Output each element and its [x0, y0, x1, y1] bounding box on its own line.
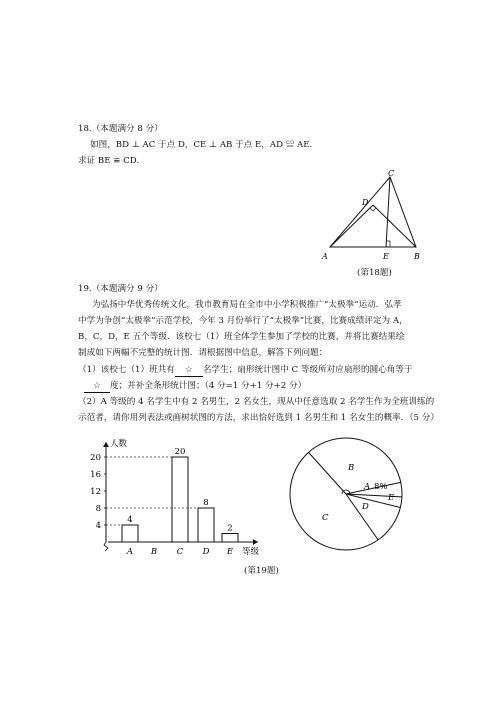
- x-tick-label-E: E: [226, 547, 234, 557]
- bar-value-label-D: 8: [203, 498, 209, 508]
- x-axis-label: 等级: [242, 547, 260, 557]
- label-b: B: [414, 252, 420, 261]
- pie-slice-label-D: D: [362, 502, 369, 512]
- q18-line1: 如图，BD ⊥ AC 于点 D，CE ⊥ AB 于点 E，AD ≌ AE．: [90, 140, 319, 150]
- bar-A: [122, 525, 138, 542]
- bar-value-label-E: 2: [227, 523, 233, 534]
- answer-blank-angle[interactable]: ☆: [84, 381, 110, 393]
- x-axis-arrow: [253, 539, 258, 545]
- bar-C: [172, 457, 188, 542]
- y-tick-label-8: 8: [95, 504, 101, 514]
- axis-break: [104, 542, 108, 551]
- x-tick-label-B: B: [150, 547, 158, 557]
- q19-caption: (第19题): [244, 566, 279, 576]
- y-tick-label-16: 16: [90, 470, 101, 480]
- right-angle-mark-d: [370, 208, 376, 211]
- y-axis-arrow: [103, 442, 109, 447]
- q19-sub2-line2: 示范者，请你用列表法或画树状图的方法，求出恰好选到 1 名男生和 1 名女生的概率．（5 分）: [78, 413, 439, 423]
- pie-chart: [284, 432, 424, 558]
- q19-sub1-text-c: 度；并补全条形统计图；（4 分=1 分+1 分+2 分）: [110, 381, 307, 391]
- answer-blank-student-count[interactable]: ☆: [175, 365, 203, 377]
- label-e: E: [383, 252, 389, 261]
- q19-sub1-line2: [84, 381, 306, 393]
- x-tick-label-D: D: [202, 547, 210, 557]
- label-c: C: [388, 169, 395, 178]
- pie-slice-label-A: A: [364, 482, 371, 492]
- x-tick-label-C: C: [176, 547, 184, 557]
- y-axis-label: 人数: [110, 439, 128, 449]
- q19-para-line2: 中学为争创“太极拳”示范学校，今年 3 月份举行了“太极拳”比赛，比赛成绩评定为 A，: [78, 316, 408, 326]
- label-a: A: [322, 252, 328, 261]
- bar-value-label-A: 4: [127, 515, 133, 525]
- segment-ad: [330, 205, 373, 247]
- q19-sub1-text-b: 名学生；扇形统计图中 C 等级所对应扇形的圆心角等于: [202, 365, 413, 375]
- q19-para-line4: 制成如下两幅不完整的统计图．请根据图中信息，解答下列问题：: [78, 348, 328, 358]
- bar-D: [198, 508, 214, 542]
- pie-boundary-0: [309, 452, 346, 494]
- y-tick-label-4: 4: [95, 521, 101, 531]
- pie-slice-label-B: B: [348, 463, 355, 473]
- segment-bd: [373, 205, 416, 247]
- q18-heading: 18.（本题满分 8 分）: [78, 124, 163, 134]
- q19-sub1-text-a: （1）该校七（1）班共有: [78, 365, 175, 375]
- label-d: D: [362, 198, 369, 207]
- q18-line2: 求证 BE ≌ CD．: [78, 156, 146, 166]
- y-tick-label-12: 12: [90, 487, 101, 497]
- q18-caption: (第18题): [357, 268, 392, 278]
- bar-E: [222, 534, 238, 543]
- x-tick-label-A: A: [126, 547, 134, 557]
- q19-sub1-line1: [78, 365, 413, 377]
- q19-sub2-line1: （2）A 等级的 4 名学生中有 2 名男生，2 名女生，现从中任意选取 2 名学生作为全班训练的: [78, 397, 435, 407]
- triangle-abc: [330, 177, 416, 247]
- pie-slice-label-E: E: [388, 493, 395, 503]
- y-tick-label-20: 20: [90, 453, 101, 463]
- q19-heading: 19.（本题满分 9 分）: [78, 284, 163, 294]
- q19-para-line3: B，C，D，E 五个等级．该校七（1）班全体学生参加了学校的比赛，并将比赛结果绘: [78, 332, 405, 342]
- pie-slice-label-C: C: [322, 513, 329, 523]
- segment-ce: [386, 177, 390, 247]
- pie-annotation: 8%: [374, 482, 388, 492]
- bar-chart: [78, 434, 278, 564]
- q18-triangle-figure: [320, 168, 430, 264]
- q19-para-line1: 为弘扬中华优秀传统文化，我市教育局在全市中小学积极推广“太极拳”运动．弘孝: [92, 300, 402, 310]
- bar-value-label-C: 20: [174, 447, 186, 457]
